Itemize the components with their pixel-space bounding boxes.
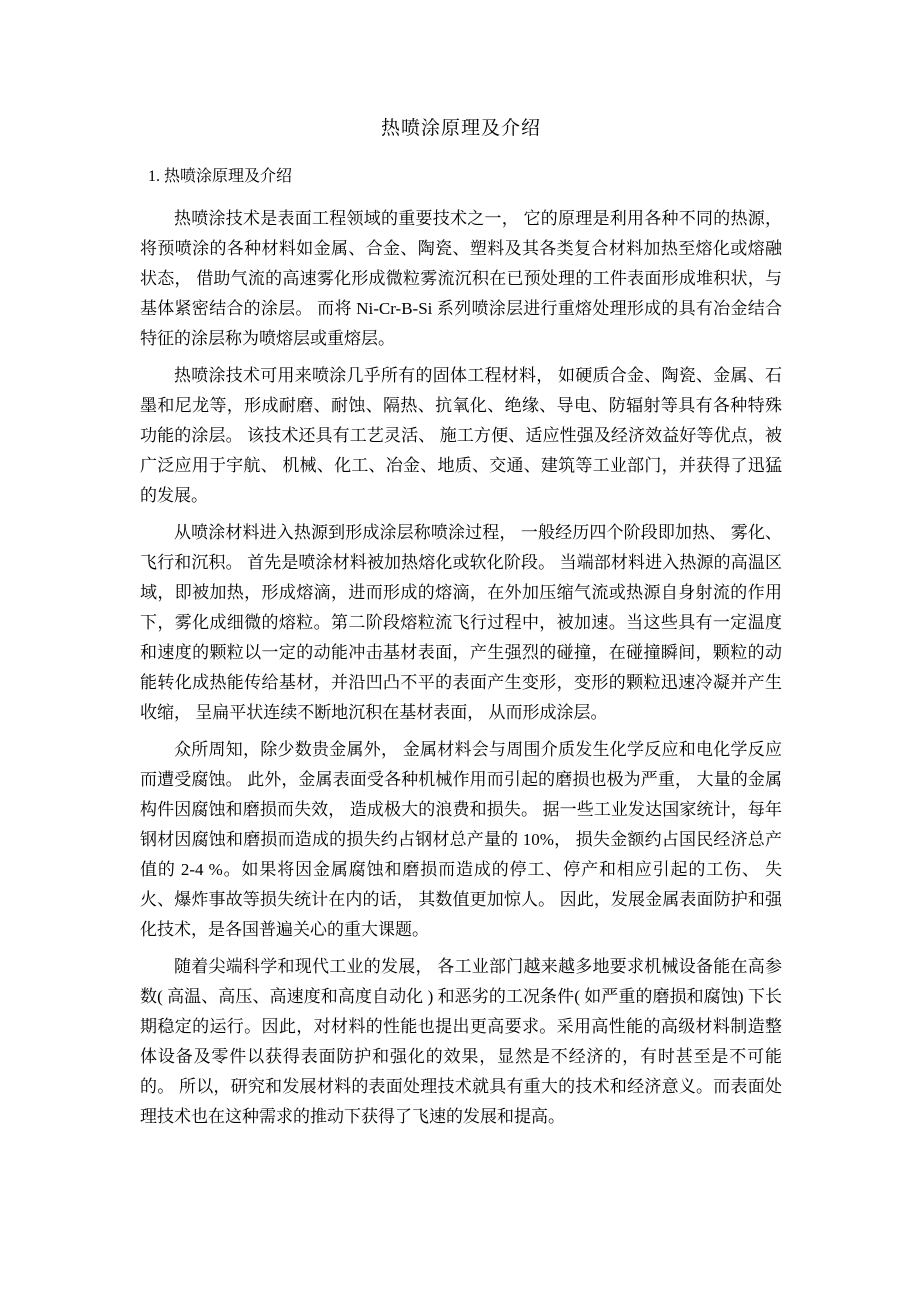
paragraph-3: 从喷涂材料进入热源到形成涂层称喷涂过程， 一般经历四个阶段即加热、 雾化、飞行和沉积。 首先是喷涂材料被加热熔化或软化阶段。 当端部材料进入热源的高温区域，即被加热，形成熔滴，进而形成的熔滴，在外加压缩气流或热源自身射流的作用下，雾化成细微的熔粒。第二阶段熔粒流飞行过程中，被加速。当这些具有一定温度和速度的颗粒以一定的动能冲击基材表面，产生强烈的碰撞，在碰撞瞬间，颗粒的动能转化成热能传给基材，并沿凹凸不平的表面产生变形，变形的颗粒迅速冷凝并产生收缩， 呈扁平状连续不断地沉积在基材表面， 从而形成涂层。 [140,523,782,722]
section-heading: 1. 热喷涂原理及介绍 [148,168,293,185]
paragraph-4: 众所周知，除少数贵金属外， 金属材料会与周围介质发生化学反应和电化学反应而遭受腐蚀。 此外，金属表面受各种机械作用而引起的磨损也极为严重， 大量的金属构件因腐蚀和磨损而失效， 造成极大的浪费和损失。 据一些工业发达国家统计，每年钢材因腐蚀和磨损而造成的损失约占钢材总产量的 10%， 损失金额约占国民经济总产值的 2-4 %。如果将因金属腐蚀和磨损而造成的停工、停产和相应引起的工伤、 失火、爆炸事故等损失统计在内的话， 其数值更加惊人。 因此，发展金属表面防护和强化技术，是各国普遍关心的重大课题。 [140,740,782,939]
paragraph-2: 热喷涂技术可用来喷涂几乎所有的固体工程材料， 如硬质合金、陶瓷、金属、石墨和尼龙等，形成耐磨、耐蚀、隔热、抗氧化、绝缘、导电、防辐射等具有各种特殊功能的涂层。 该技术还具有工艺灵活、 施工方便、适应性强及经济效益好等优点，被广泛应用于宇航、 机械、化工、冶金、地质、交通、建筑等工业部门，并获得了迅猛的发展。 [140,366,782,505]
paragraph-1: 热喷涂技术是表面工程领域的重要技术之一， 它的原理是利用各种不同的热源，将预喷涂的各种材料如金属、合金、陶瓷、塑料及其各类复合材料加热至熔化或熔融状态， 借助气流的高速雾化形成微粒雾流沉积在已预处理的工件表面形成堆积状，与基体紧密结合的涂层。 而将 Ni-Cr-B-Si 系列喷涂层进行重熔处理形成的具有冶金结合特征的涂层称为喷熔层或重熔层。 [140,209,782,348]
document-title: 热喷涂原理及介绍 [380,118,541,139]
paragraph-5: 随着尖端科学和现代工业的发展， 各工业部门越来越多地要求机械设备能在高参数( 高温、高压、高速度和高度自动化 ) 和恶劣的工况条件( 如严重的磨损和腐蚀) 下长期稳定的运行。因此，对材料的性能也提出更高要求。采用高性能的高级材料制造整体设备及零件以获得表面防护和强化的效果，显然是不经济的，有时甚至是不可能的。 所以，研究和发展材料的表面处理技术就具有重大的技术和经济意义。而表面处理技术也在这种需求的推动下获得了飞速的发展和提高。 [140,957,782,1126]
